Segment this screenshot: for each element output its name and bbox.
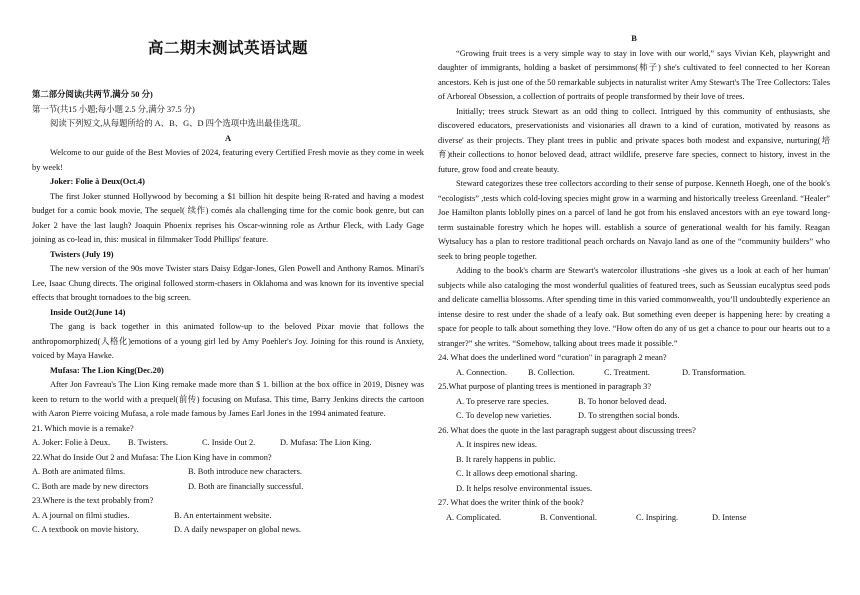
option: A. Complicated.	[446, 512, 502, 522]
option: B. Both introduce new characters.	[188, 467, 302, 476]
options-row	[32, 465, 424, 480]
options-row	[32, 523, 424, 538]
option: C. A textbook on movie history.	[32, 525, 139, 534]
question-stem: 21. Which movie is a remake?	[32, 423, 134, 433]
option: C. Inspiring.	[636, 512, 679, 522]
movie-heading: Mufasa: The Lion King(Dec.20)	[50, 365, 164, 375]
option: C. Inside Out 2.	[202, 438, 256, 447]
options-row	[438, 409, 830, 424]
passage-b-label: B	[631, 34, 637, 43]
option: B. Collection.	[528, 367, 575, 377]
options-row	[32, 509, 424, 524]
option: D. A daily newspaper on global news.	[174, 525, 301, 534]
options-row	[438, 511, 830, 526]
passage-b-paragraph: Adding to the book's charm are Stewart's watercolor illustrations -she gives us a look at each of her human' subjects while also cataloging the most wonderful qualities of featured trees, such as Seussian eucalyptus seed pods and delicate camellia blossoms. After spending time in this varied commonwealth, you’ll undoubtedly experience an intense desire to rest under the shade of a leafy oak. But something even deeper is happening here: by creating a space for people to talk about something they love. “How often do any of us get a chance to pour our hearts out to a stranger?” she writes. “Somehow, talking about trees made it possible.”	[438, 266, 830, 348]
option: C. Both are made by new directors	[32, 481, 149, 491]
right-column	[438, 32, 830, 525]
option: D. It helps resolve environmental issues.	[456, 483, 593, 493]
options-row	[438, 482, 830, 497]
passage-a-intro: Welcome to our guide of the Best Movies of 2024, featuring every Certified Fresh movie as they come in week by week!	[32, 148, 424, 172]
option: A. A journal on filmi studies.	[32, 510, 130, 520]
options-row	[438, 366, 830, 381]
movie-heading: Joker: Folie à Deux(Oct.4)	[50, 177, 145, 186]
page-title: 高二期末测试英语试题	[147, 40, 308, 57]
option: A. Joker: Folie à Deux.	[32, 438, 111, 447]
part-heading: 第二部分阅读(共两节,满分 50 分)	[32, 90, 153, 99]
instruction: 阅读下列短文,从每题所给的 A、B、G、D 四个选项中选出最佳选项。	[50, 119, 307, 128]
options-row	[438, 438, 830, 453]
movie-text: The first Joker stunned Hollywood by becoming a $1 billion hit despite being R-rated and having a modest budget for a comic book movie, The sequel( 续作) comés ala challenging time for the comic book genre, but can Joker 2 have the last laugh? Joaquin Phoenix reprises his Oscar-winning role as Arthur Fleck, with Lady Gage joining as co-lead in, this: musical in filmmaker Todd Phillips' feature.	[32, 191, 424, 244]
options-row	[32, 436, 424, 451]
options-row	[438, 395, 830, 410]
question-stem: 23.Where is the text probably from?	[32, 496, 154, 505]
question-stem: 25.What purpose of planting trees is mentioned in paragraph 3?	[438, 382, 652, 391]
option: A. Connection.	[456, 367, 507, 377]
movie-text: The gang is back together in this animated follow-up to the beloved Pixar movie that follows the anthropomorphized(人格化)emotions of a young girl led by Amy Poehler's Joy. Joining for this round is Anxiety, voiced by Maya Hawke.	[32, 322, 424, 360]
option: B. Conventional.	[540, 512, 597, 522]
option: B. Twisters.	[128, 438, 168, 447]
option: D. Mufasa: The Lion King.	[280, 438, 372, 447]
movie-text: After Jon Favreau's The Lion King remake made more than $ 1. billion at the box office in 2019, Disney was keen to return to the world with a prequel(前传) focusing on Mufasa. This time, Barry Jenkins directs the cartoon with Aaron Pierre voicing Mufasa, a role made famous by James Earl Jones in the 1994 animated feature.	[32, 380, 424, 418]
option: B. To honor beloved dead.	[578, 396, 667, 406]
passage-b-paragraph: Initially; trees struck Stewart as an odd thing to collect. Intrigued by this community of enthusiasts, she discovered educators, preservationists and visionaries all drawn to a kind of curation, motivated by reasons as diverse' as their projects. They plant trees in public and private spaces both modest and expansive, nurturing(培育)their collections to honor beloved dead, attract wildlife, preserve fare species, connect to history, invest in the future, grow food and create beauty.	[438, 106, 830, 174]
passage-b-paragraph: “Growing fruit trees is a very simple way to stay in love with our world,” says Vivian Keh, playwright and daughter of immigrants, holding a basket of persimmons(柿子) she's cultivated to feel connected to her Korean ancestors. Keh is just one of the 50 remarkable subjects in naturalist writer Amy Stewart's The Tree Collectors: Tales of Arboreal Obsession, a collection of portraits of people transformed by their love of trees.	[438, 48, 830, 101]
movie-heading: Inside Out2(June 14)	[50, 307, 126, 317]
option: C. It allows deep emotional sharing.	[456, 469, 578, 478]
option: A. Both are animated films.	[32, 467, 126, 476]
section-heading: 第一节(共15 小题;每小题 2.5 分,满分 37.5 分)	[32, 104, 195, 114]
option: D. Transformation.	[682, 367, 746, 377]
option: D. To strengthen social bonds.	[578, 411, 680, 420]
options-row	[438, 467, 830, 482]
movie-text: The new version of the 90s move Twister stars Daisy Edgar-Jones, Glen Powell and Anthony Ramos. Minari's Lee, Isaac Chung directs. The original followed storm-chasers in Oklahoma and was known for its inventive special effects that brought tornadoes to the big screen.	[32, 264, 424, 302]
option: B. An entertainment website.	[174, 510, 272, 520]
option: A. To preserve rare species.	[456, 396, 549, 406]
movie-heading: Twisters (July 19)	[50, 249, 114, 259]
option: D. Intense	[712, 512, 747, 522]
question-stem: 26. What does the quote in the last paragraph suggest about discussing trees?	[438, 425, 696, 435]
option: C. Treatment.	[604, 367, 650, 377]
option: C. To develop new varieties.	[456, 411, 552, 420]
options-row	[32, 480, 424, 495]
passage-b-paragraph: Steward categorizes these tree collectors according to their sense of purpose. Kenneth Hoegh, one of the book's “ecologists” ,tests which cold-loving species might grow in a warming and historically treeless Greenland. “Healer” Joe Hamilton plants loblolly pines on a parcel of land he got from his enslaved ancestors with an eye toward long-term sustainable forestry which he hopes will. establish a source of generational wealth for his family. Reagan Wytsalucy has a plan to restore traditional peach orchards on Navajo land as one of the “community builders” who seek to bring people together.	[438, 179, 830, 261]
option: D. Both are financially successful.	[188, 481, 304, 491]
question-stem: 22.What do Inside Out 2 and Mufasa: The Lion King have in common?	[32, 452, 272, 462]
option: A. It inspires new ideas.	[456, 440, 537, 449]
question-stem: 27. What does the writer think of the book?	[438, 498, 584, 507]
question-stem: 24. What does the underlined word “curation" in paragraph 2 mean?	[438, 353, 667, 362]
left-column	[32, 84, 424, 538]
option: B. It rarely happens in public.	[456, 454, 556, 464]
passage-a-label: A	[224, 133, 232, 143]
options-row	[438, 453, 830, 468]
